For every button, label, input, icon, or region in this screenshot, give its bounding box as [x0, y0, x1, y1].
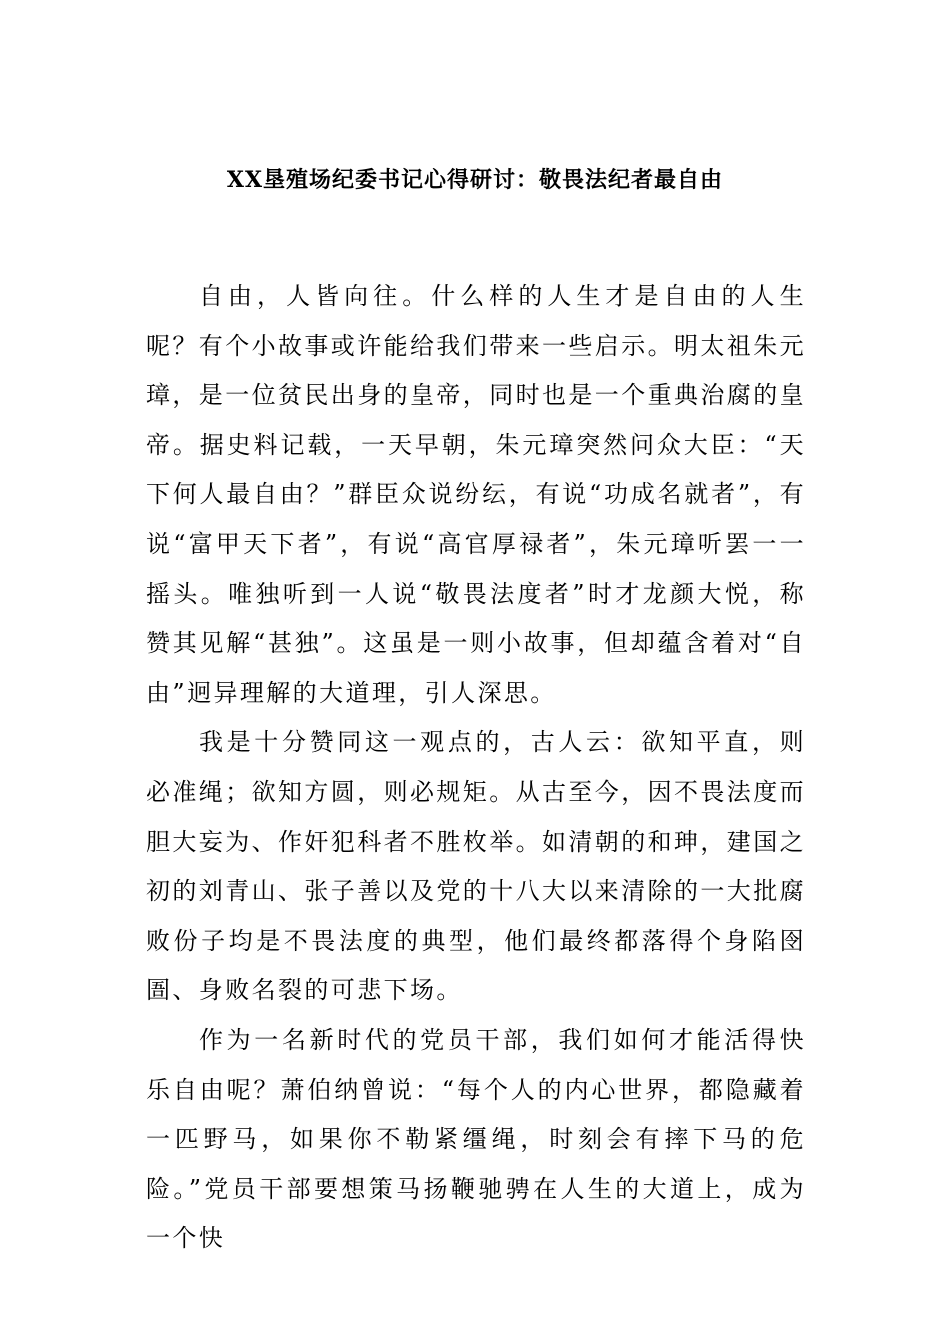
paragraph-1: 自由，人皆向往。什么样的人生才是自由的人生呢？有个小故事或许能给我们带来一些启示。明太祖朱元璋，是一位贫民出身的皇帝，同时也是一个重典治腐的皇帝。据史料记载，一天早朝，朱元璋突然问众大臣：“天下何人最自由？”群臣众说纷纭，有说“功成名就者”，有说“富甲天下者”，有说“高官厚禄者”，朱元璋听罢一一摇头。唯独听到一人说“敬畏法度者”时才龙颜大悦，称赞其见解“甚独”。这虽是一则小故事，但却蕴含着对“自由”迥异理解的大道理，引人深思。: [146, 282, 806, 707]
document-body: [146, 272, 806, 1264]
document-title: XX垦殖场纪委书记心得研讨：敬畏法纪者最自由: [226, 167, 724, 193]
paragraph-2: 我是十分赞同这一观点的，古人云：欲知平直，则必准绳；欲知方圆，则必规矩。从古至今，因不畏法度而胆大妄为、作奸犯科者不胜枚举。如清朝的和珅，建国之初的刘青山、张子善以及党的十八大以来清除的一大批腐败份子均是不畏法度的典型，他们最终都落得个身陷囹圄、身败名裂的可悲下场。: [146, 728, 806, 1005]
paragraph-3: 作为一名新时代的党员干部，我们如何才能活得快乐自由呢？萧伯纳曾说：“每个人的内心世界，都隐藏着一匹野马，如果你不勒紧缰绳，时刻会有摔下马的危险。”党员干部要想策马扬鞭驰骋在人生的大道上，成为一个快: [146, 1025, 806, 1253]
